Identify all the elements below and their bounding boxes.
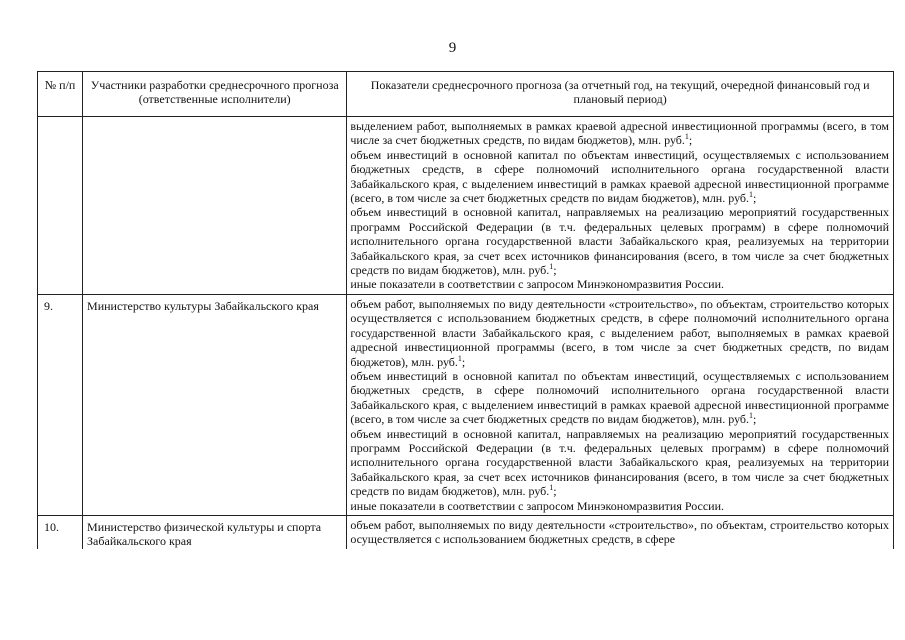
page-number: 9 bbox=[448, 40, 457, 56]
indicator-text: объем инвестиций в основной капитал, направляемых на реализацию мероприятий государственных программ Российской Федерации (в т.ч. федеральных целевых программ) в сфере полномочий исполнительного органа государственной власти Забайкальского края, реализуемых на территории Забайкальского края, за счет всех источников финансирования (всего, в том числе за счет бюджетных средств по видам бюджетов), млн. руб. bbox=[350, 426, 889, 499]
indicators-cell bbox=[347, 515, 894, 548]
participant-cell: Министерство физической культуры и спорта Забайкальского края bbox=[83, 515, 347, 548]
indicator-text: объем работ, выполняемых по виду деятельности «строительство», по объектам, строительство которых осуществляется с использованием бюджетных средств, в сфере полномочий исполнительного органа государственной власти Забайкальского края, с выделением работ, выполняемых в рамках краевой адресной инвестиционной программы (всего, в том числе за счет бюджетных средств, по видам бюджетов), млн. руб. bbox=[350, 296, 889, 369]
row-number bbox=[38, 117, 83, 295]
indicator-paragraph bbox=[350, 205, 889, 277]
footnote-ref: 1 bbox=[457, 353, 462, 363]
punctuation: ; bbox=[553, 263, 557, 278]
indicator-paragraph bbox=[350, 518, 889, 547]
table-row bbox=[38, 294, 894, 515]
participant-cell bbox=[83, 117, 347, 295]
punctuation: ; bbox=[461, 354, 466, 369]
footnote-ref: 1 bbox=[749, 411, 754, 421]
indicator-text: объем инвестиций в основной капитал, направляемых на реализацию мероприятий государственных программ Российской Федерации (в т.ч. федеральных целевых программ) в сфере полномочий исполнительного органа государственной власти Забайкальского края, реализуемых на территории Забайкальского края, за счет всех источников финансирования (всего, в том числе за счет бюджетных средств по видам бюджетов), млн. руб. bbox=[350, 205, 889, 278]
forecast-table bbox=[37, 71, 894, 549]
header-indicators: Показатели среднесрочного прогноза (за отчетный год, на текущий, очередной финансовый год и плановый период) bbox=[347, 72, 894, 117]
header-num: № п/п bbox=[38, 72, 83, 117]
table-row bbox=[38, 117, 894, 295]
indicator-paragraph bbox=[350, 277, 889, 291]
footnote-ref: 1 bbox=[549, 483, 554, 493]
indicator-text: выделением работ, выполняемых в рамках краевой адресной инвестиционной программы (всего, в том числе за счет бюджетных средств, по видам бюджетов), млн. руб. bbox=[350, 119, 889, 148]
punctuation: ; bbox=[688, 133, 693, 148]
header-participants: Участники разработки среднесрочного прогноза (ответственные исполнители) bbox=[83, 72, 347, 117]
punctuation: ; bbox=[753, 191, 757, 206]
indicator-text: объем работ, выполняемых по виду деятельности «строительство», по объектам, строительство которых осуществляется с использованием бюджетных средств, в сфере bbox=[350, 517, 889, 547]
indicator-text: иные показатели в соответствии с запросом Минэкономразвития России. bbox=[350, 498, 725, 513]
indicator-text: иные показатели в соответствии с запросом Минэкономразвития России. bbox=[350, 277, 725, 292]
row-number: 9. bbox=[38, 294, 83, 515]
table-row bbox=[38, 515, 894, 548]
participant-cell: Министерство культуры Забайкальского края bbox=[83, 294, 347, 515]
indicator-paragraph bbox=[350, 369, 889, 427]
punctuation: ; bbox=[553, 484, 557, 499]
footnote-ref: 1 bbox=[684, 132, 689, 142]
indicators-cell bbox=[347, 294, 894, 515]
row-number: 10. bbox=[38, 515, 83, 548]
table-header-row bbox=[38, 72, 894, 117]
footnote-ref: 1 bbox=[549, 262, 554, 272]
indicator-paragraph bbox=[350, 297, 889, 369]
indicator-paragraph bbox=[350, 119, 889, 148]
indicator-text: объем инвестиций в основной капитал по объектам инвестиций, осуществляемых с использованием бюджетных средств, в сфере полномочий исполнительного органа государственной власти Забайкальского края, с выделением инвестиций в рамках краевой адресной инвестиционной программе (всего, в том числе за счет бюджетных средств по видам бюджетов), млн. руб. bbox=[350, 368, 889, 427]
indicator-paragraph bbox=[350, 427, 889, 499]
indicator-paragraph bbox=[350, 148, 889, 206]
footnote-ref: 1 bbox=[749, 190, 754, 200]
indicator-paragraph bbox=[350, 499, 889, 513]
indicators-cell bbox=[347, 117, 894, 295]
indicator-text: объем инвестиций в основной капитал по объектам инвестиций, осуществляемых с использованием бюджетных средств, в сфере полномочий исполнительного органа государственной власти Забайкальского края, с выделением инвестиций в рамках краевой адресной инвестиционной программе (всего, в том числе за счет бюджетных средств по видам бюджетов), млн. руб. bbox=[350, 147, 889, 206]
punctuation: ; bbox=[753, 412, 757, 427]
